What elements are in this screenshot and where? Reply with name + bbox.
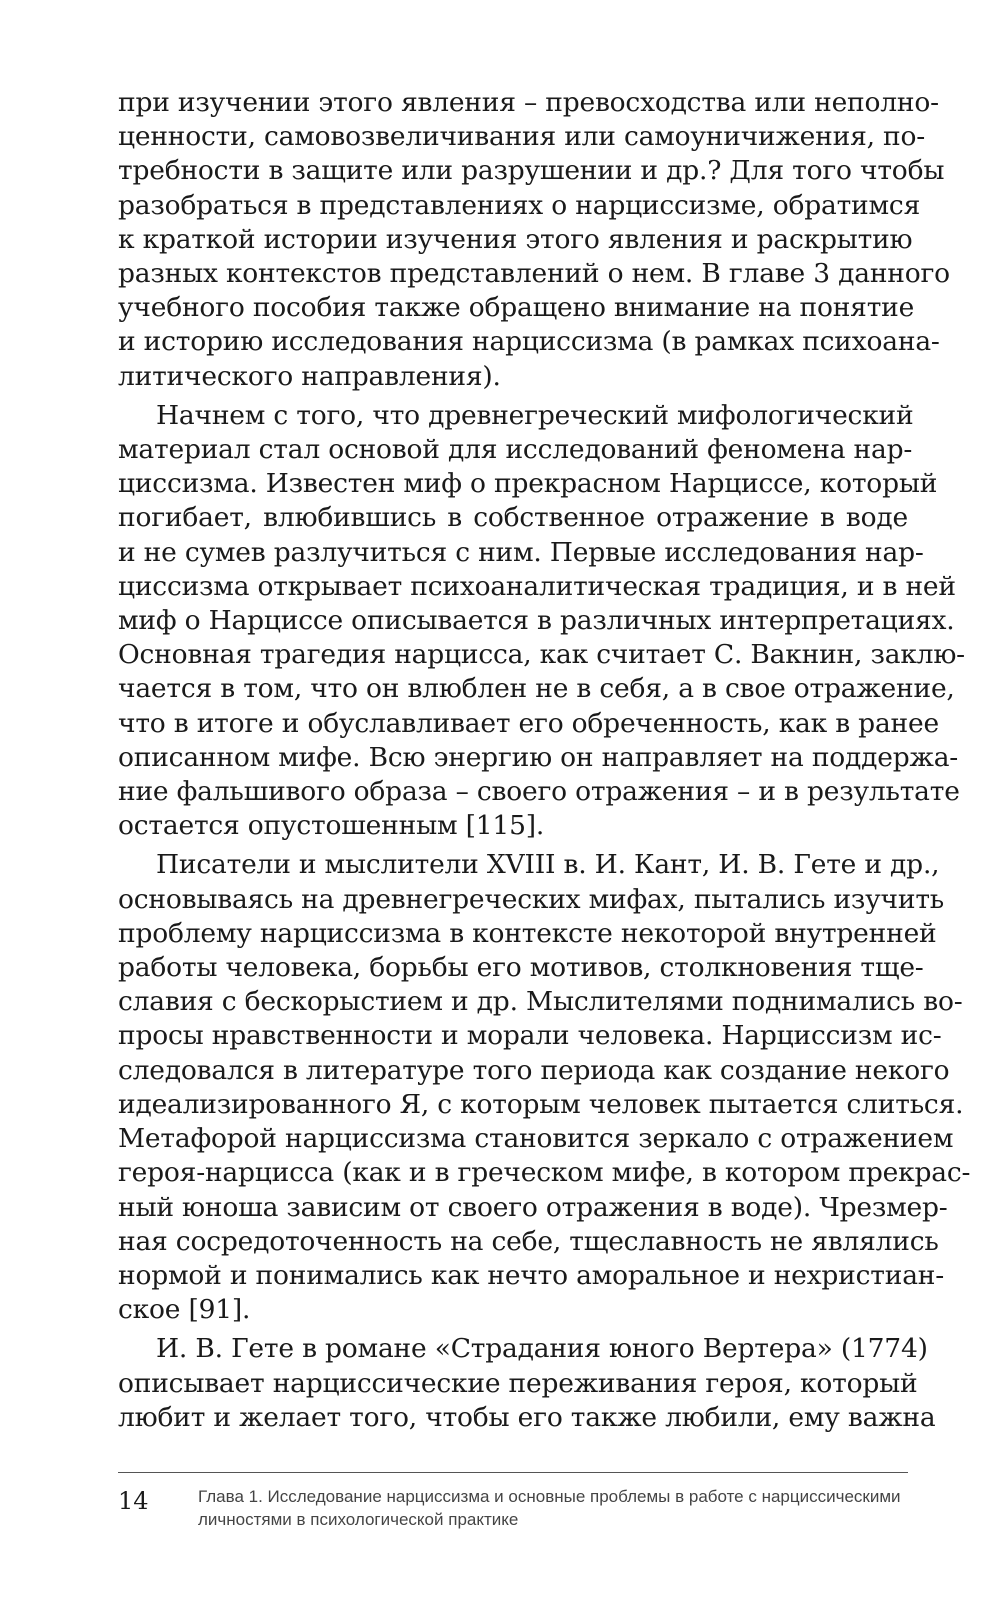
text-line: и историю исследования нарциссизма (в рамках психоана- xyxy=(118,326,940,358)
running-head-line: личностями в психологической практике xyxy=(198,1510,519,1529)
text-line: Основная трагедия нарцисса, как считает С. Вакнин, заклю- xyxy=(118,639,965,671)
text-line: следовался в литературе того периода как создание некого xyxy=(118,1054,950,1086)
text-line: требности в защите или разрушении и др.? Для того чтобы xyxy=(118,155,945,187)
text-line: описывает нарциссические переживания героя, который xyxy=(118,1367,918,1399)
footer-divider xyxy=(118,1472,908,1473)
body-text xyxy=(118,86,971,1435)
text-line: проблему нарциссизма в контексте некоторой внутренней xyxy=(118,917,937,949)
text-line: что в итоге и обуславливает его обреченность, как в ранее xyxy=(118,707,939,739)
text-line: материал стал основой для исследований феномена нар- xyxy=(118,434,913,466)
text-line: погибает, влюбившись в собственное отражение в воде xyxy=(118,502,908,534)
paragraph xyxy=(118,1332,936,1435)
text-line: при изучении этого явления – превосходства или неполно- xyxy=(118,87,939,118)
text-line: литического направления). xyxy=(118,360,501,392)
text-line: идеализированного Я, с которым человек пытается слиться. xyxy=(118,1088,964,1120)
text-line: просы нравственности и морали человека. Нарциссизм ис- xyxy=(118,1020,942,1052)
text-line: и не сумев разлучиться с ним. Первые исследования нар- xyxy=(118,536,924,568)
text-line: ная сосредоточенность на себе, тщеславность не являлись xyxy=(118,1225,939,1257)
text-line: работы человека, борьбы его мотивов, столкновения тще- xyxy=(118,952,924,984)
text-line: ское [91]. xyxy=(118,1294,251,1326)
page-body xyxy=(118,86,971,1435)
text-line: циссизма открывает психоаналитическая традиция, и в ней xyxy=(118,570,956,602)
text-line: учебного пособия также обращено внимание на понятие xyxy=(118,292,915,324)
text-line: ние фальшивого образа – своего отражения – и в результате xyxy=(118,776,960,808)
text-line: циссизма. Известен миф о прекрасном Нарциссе, который xyxy=(118,468,938,500)
text-line: описанном мифе. Всю энергию он направляет на поддержа- xyxy=(118,741,959,773)
text-line: к краткой истории изучения этого явления и раскрытию xyxy=(118,223,913,255)
running-head-line: Глава 1. Исследование нарциссизма и основные проблемы в работе с нарциссическими xyxy=(198,1487,901,1506)
text-line: ценности, самовозвеличивания или самоуничижения, по- xyxy=(118,121,926,153)
text-line: разных контекстов представлений о нем. В главе 3 данного xyxy=(118,258,950,290)
text-line: остается опустошенным [115]. xyxy=(118,810,545,842)
text-line: нормой и понимались как нечто аморальное и нехристиан- xyxy=(118,1259,945,1291)
paragraph xyxy=(118,848,971,1327)
text-line: чается в том, что он влюблен не в себя, а в свое отражение, xyxy=(118,673,955,705)
text-line: Начнем с того, что древнегреческий мифологический xyxy=(156,399,914,431)
text-line: славия с бескорыстием и др. Мыслителями поднимались во- xyxy=(118,986,963,1018)
text-line: Метафорой нарциссизма становится зеркало с отражением xyxy=(118,1123,954,1155)
text-line: героя-нарцисса (как и в греческом мифе, в котором прекрас- xyxy=(118,1157,971,1189)
text-line: основываясь на древнегреческих мифах, пытались изучить xyxy=(118,883,945,915)
text-line: любит и желает того, чтобы его также любили, ему важна xyxy=(118,1401,936,1433)
paragraph xyxy=(118,399,965,844)
paragraph xyxy=(118,86,950,394)
running-head xyxy=(198,1485,918,1531)
text-line: И. В. Гете в романе «Страдания юного Вертера» (1774) xyxy=(156,1333,928,1365)
page-number: 14 xyxy=(118,1487,149,1515)
text-line: ный юноша зависим от своего отражения в воде). Чрезмер- xyxy=(118,1191,948,1223)
text-line: Писатели и мыслители XVIII в. И. Кант, И. В. Гете и др., xyxy=(156,849,940,881)
text-line: разобраться в представлениях о нарциссизме, обратимся xyxy=(118,189,921,221)
text-line: миф о Нарциссе описывается в различных интерпретациях. xyxy=(118,605,955,637)
